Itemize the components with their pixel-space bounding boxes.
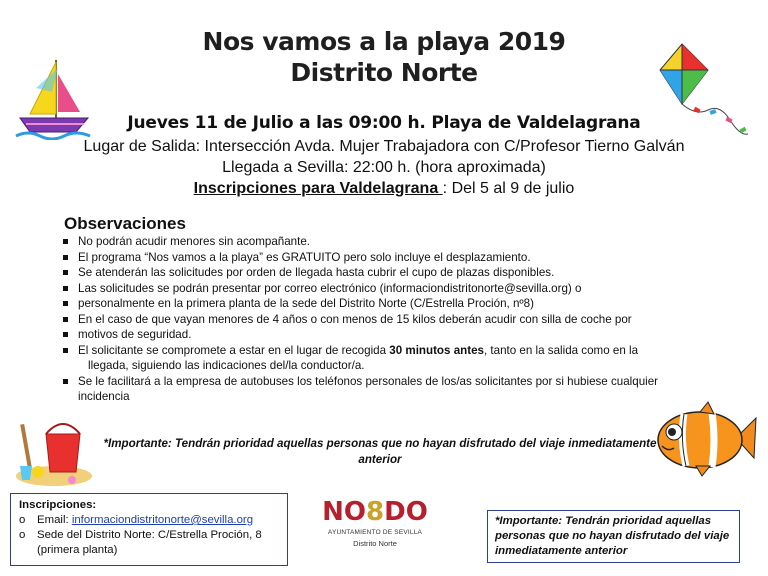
bullet: o <box>19 529 26 541</box>
email-label: Email: <box>37 514 72 526</box>
logo-subtitle: AYUNTAMIENTO DE SEVILLA <box>327 529 423 536</box>
clownfish-icon <box>650 400 758 478</box>
list-item: incidencia <box>78 390 130 403</box>
email-link[interactable]: informaciondistritonorte@sevilla.org <box>71 514 254 526</box>
registration-dates <box>60 180 708 198</box>
list-item: Se le facilitará a la empresa de autobuses los teléfonos personales de los/as solicitantes por si hubiese cualquier <box>62 374 662 390</box>
arrival-time: Llegada a Sevilla: 22:00 h. (hora aproximada) <box>222 159 546 176</box>
registration-label: Inscripciones para Valdelagrana <box>193 180 443 197</box>
list-item: motivos de seguridad. <box>62 327 662 343</box>
list-item-emphasis: 30 minutos antes <box>389 343 484 357</box>
ayuntamiento-logo <box>320 497 430 559</box>
logo-district: Distrito Norte <box>353 539 397 548</box>
priority-notice <box>100 436 660 468</box>
list-item: personalmente en la primera planta de la sede del Distrito Norte (C/Estrella Proción, nº8) <box>62 296 662 312</box>
list-item: Las solicitudes se podrán presentar por correo electrónico (informaciondistritonorte@sevilla.org) o <box>62 281 662 297</box>
list-item <box>62 343 662 359</box>
priority-notice-line-1: *Importante: Tendrán prioridad aquellas personas que no hayan disfrutado del viaje inmediatamente <box>103 437 657 450</box>
title-line-2: Distrito Norte <box>290 58 478 87</box>
list-item-text: , tanto en la salida como en la <box>483 343 639 357</box>
inscripciones-box <box>10 493 288 566</box>
list-item: En el caso de que vayan menores de 4 años o con menos de 15 kilos deberán acudir con silla de coche por <box>62 312 662 328</box>
office-floor: (primera planta) <box>37 544 118 556</box>
bullet: o <box>19 514 26 526</box>
logo-do: DO <box>384 497 428 527</box>
title-line-1: Nos vamos a la playa 2019 <box>202 27 566 56</box>
no8do-mark <box>320 497 430 527</box>
list-item: Se atenderán las solicitudes por orden de llegada hasta cubrir el cupo de plazas disponibles. <box>62 265 662 281</box>
email-row <box>19 513 279 528</box>
departure-point: Lugar de Salida: Intersección Avda. Mujer Trabajadora con C/Profesor Tierno Galván <box>83 138 685 155</box>
beach-bucket-icon <box>12 410 94 488</box>
list-item: llegada, siguiendo las indicaciones del/la conductor/a. <box>88 359 365 372</box>
office-address: Sede del Distrito Norte: C/Estrella Proción, 8 <box>37 529 262 541</box>
priority-notice-line-2: anterior <box>358 453 402 466</box>
logo-eight: 8 <box>366 497 385 527</box>
list-item: No podrán acudir menores sin acompañante. <box>62 234 662 250</box>
registration-period: : Del 5 al 9 de julio <box>442 180 575 197</box>
logo-no: NO <box>322 497 367 527</box>
observations-list <box>62 234 662 405</box>
event-date-location: Jueves 11 de Julio a las 09:00 h. Playa de Valdelagrana <box>127 113 641 133</box>
inscripciones-title: Inscripciones: <box>19 499 97 511</box>
list-item-text: El solicitante se compromete a estar en el lugar de recogida <box>78 343 390 357</box>
observations-heading: Observaciones <box>64 214 186 233</box>
office-row <box>19 528 279 558</box>
priority-box: *Importante: Tendrán prioridad aquellas personas que no hayan disfrutado del viaje inmediatamente anterior <box>487 510 740 563</box>
list-item: El programa “Nos vamos a la playa” es GRATUITO pero solo incluye el desplazamiento. <box>62 250 662 266</box>
